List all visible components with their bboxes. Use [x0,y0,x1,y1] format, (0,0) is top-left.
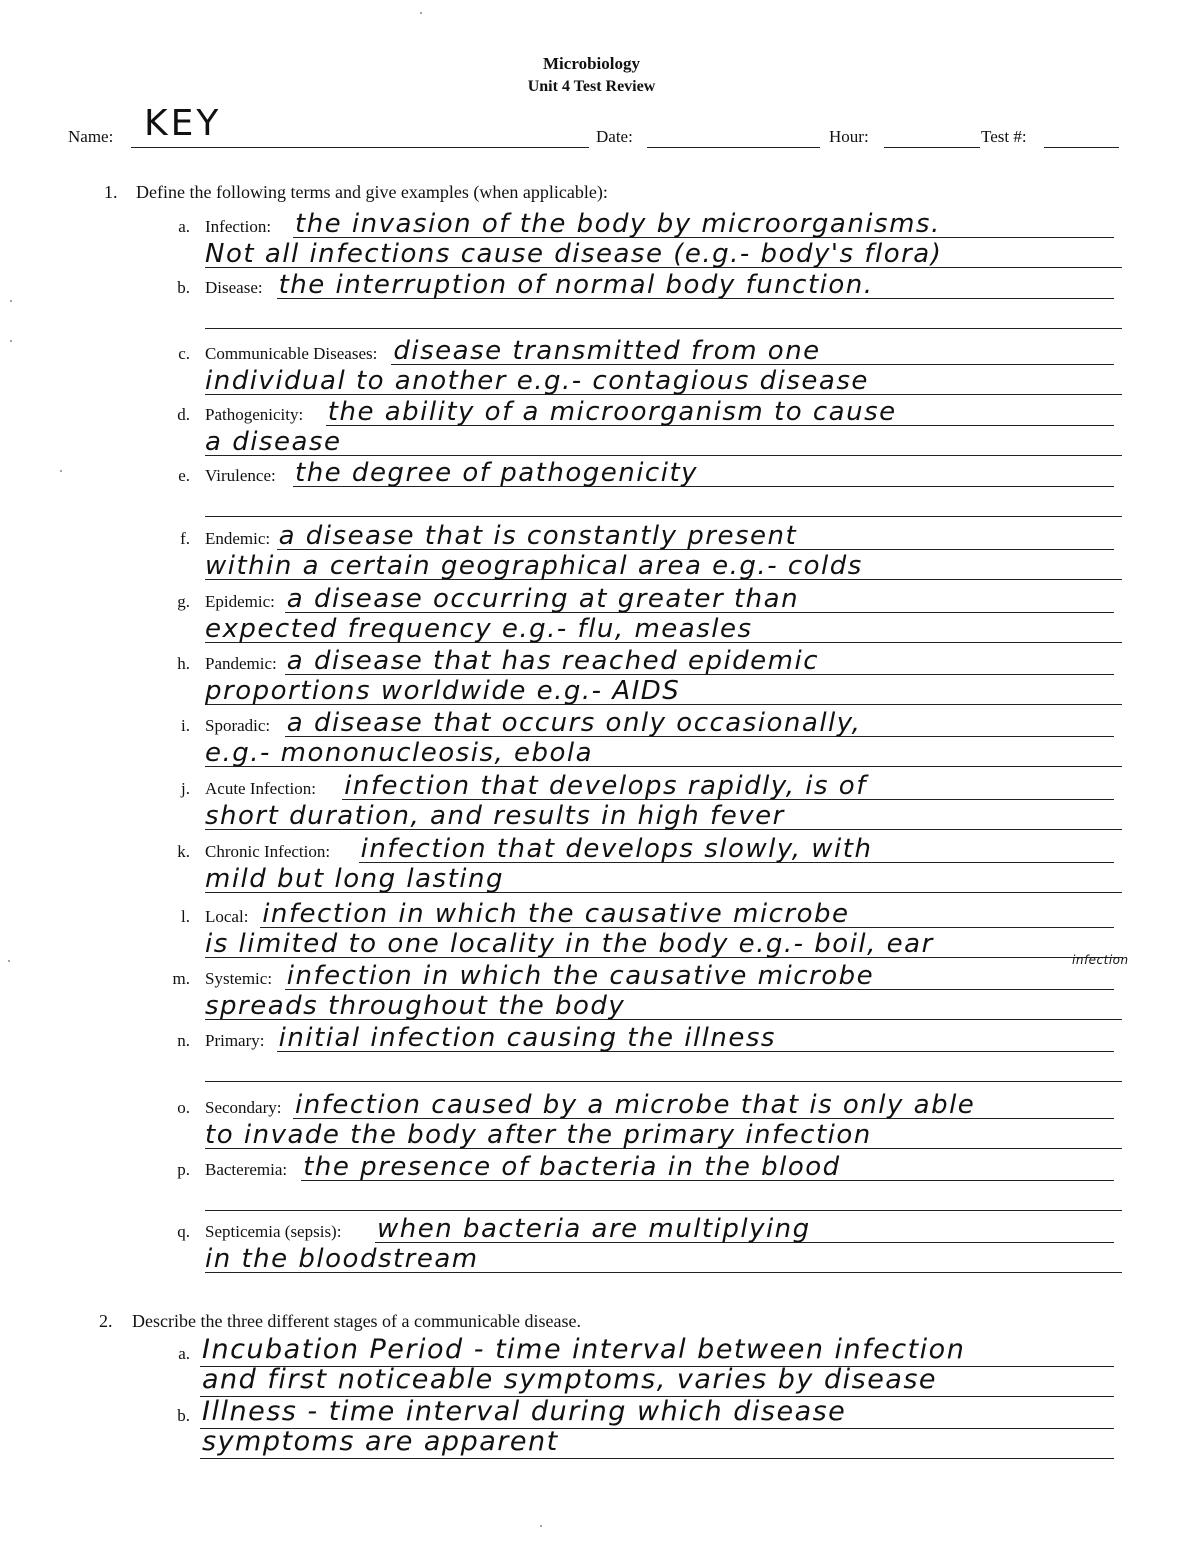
answer-text: Incubation Period - time interval between infection [202,1334,966,1365]
scan-speck [8,960,10,962]
item-term: Pathogenicity: [205,405,304,424]
answer-text: infection in which the causative microbe [286,961,875,991]
scan-speck [540,1525,542,1527]
item-letter: j. [181,779,190,798]
answer-text: in the bloodstream [205,1244,479,1274]
answer-text: short duration, and results in high fever [205,801,785,831]
date-line [647,147,820,148]
item-term: Bacteremia: [205,1160,288,1179]
name-line [131,147,589,148]
item-letter: d. [177,405,190,424]
answer-text: the invasion of the body by microorganisms. [295,209,941,239]
item-letter: b. [177,1406,190,1425]
scan-speck [60,470,62,472]
question-2-number: 2. [99,1311,113,1331]
item-letter: k. [177,842,190,861]
scan-speck [420,12,422,14]
item-term: Septicemia (sepsis): [205,1222,342,1241]
item-letter: m. [172,969,190,988]
answer-text: a disease that is constantly present [278,521,798,551]
item-letter: a. [178,1344,190,1363]
item-term: Epidemic: [205,592,275,611]
item-letter: i. [181,716,190,735]
test-label: Test #: [981,127,1027,146]
answer-text: infection caused by a microbe that is only able [295,1090,976,1120]
hour-line [884,147,980,148]
answer-text: the presence of bacteria in the blood [303,1152,841,1182]
item-term: Endemic: [205,529,271,548]
answer-text: mild but long lasting [205,864,504,894]
question-1-number: 1. [104,182,118,202]
answer-line [205,1210,1122,1211]
item-letter: g. [177,592,190,611]
item-term: Communicable Diseases: [205,344,378,363]
answer-text: within a certain geographical area e.g.- colds [205,551,863,581]
answer-line [205,328,1122,329]
item-term: Secondary: [205,1098,282,1117]
item-term: Systemic: [205,969,273,988]
answer-text: when bacteria are multiplying [377,1214,811,1244]
answer-text: to invade the body after the primary infection [205,1120,872,1150]
answer-text: a disease that has reached epidemic [286,646,820,676]
answer-text: expected frequency e.g.- flu, measles [205,614,753,644]
item-term: Chronic Infection: [205,842,331,861]
answer-text: e.g.- mononucleosis, ebola [205,738,594,768]
question-1-prompt: Define the following terms and give examples (when applicable): [136,182,608,202]
item-letter: b. [177,278,190,297]
answer-text: the degree of pathogenicity [295,458,699,488]
answer-line [205,455,1122,456]
answer-line [200,1458,1114,1459]
answer-text: a disease occurring at greater than [286,584,800,614]
test-line [1044,147,1119,148]
answer-line [205,516,1122,517]
page-title: Microbiology [543,54,640,73]
answer-text: infection that develops rapidly, is of [344,771,867,801]
item-letter: p. [177,1160,190,1179]
item-letter: f. [180,529,190,548]
hour-label: Hour: [829,127,869,146]
item-letter: h. [177,654,190,673]
answer-line [205,1081,1122,1082]
item-term: Pandemic: [205,654,277,673]
scan-speck [10,340,12,342]
date-label: Date: [596,127,633,146]
item-term: Disease: [205,278,263,297]
item-term: Sporadic: [205,716,271,735]
answer-text: proportions worldwide e.g.- AIDS [205,676,681,706]
answer-text: initial infection causing the illness [278,1023,776,1053]
item-letter: l. [181,907,190,926]
answer-text: and first noticeable symptoms, varies by disease [202,1364,938,1395]
item-letter: o. [177,1098,190,1117]
item-letter: q. [177,1222,190,1241]
item-term: Virulence: [205,466,276,485]
answer-text: symptoms are apparent [202,1426,559,1457]
item-letter: a. [178,217,190,236]
item-letter: c. [178,344,190,363]
answer-text: a disease [205,427,342,457]
answer-text: infection that develops slowly, with [360,834,873,864]
page-subtitle: Unit 4 Test Review [527,78,656,95]
item-term: Infection: [205,217,272,236]
answer-text: infection in which the causative microbe [262,899,850,929]
answer-text: disease transmitted from one [393,336,821,366]
item-term: Primary: [205,1031,265,1050]
name-value: KEY [144,103,222,144]
answer-text: the interruption of normal body function. [278,270,874,300]
margin-note: infection [1072,953,1129,967]
item-term: Local: [205,907,249,926]
item-letter: e. [178,466,190,485]
answer-text: spreads throughout the body [205,991,626,1021]
answer-text: the ability of a microorganism to cause [327,397,897,427]
item-letter: n. [177,1031,190,1050]
answer-text: is limited to one locality in the body e.g.- boil, ear [205,929,934,959]
answer-text: individual to another e.g.- contagious disease [205,366,869,396]
answer-text: Not all infections cause disease (e.g.- body's flora) [205,239,943,269]
answer-text: Illness - time interval during which disease [202,1396,847,1427]
answer-text: a disease that occurs only occasionally, [286,708,862,738]
name-label: Name: [68,127,114,146]
item-term: Acute Infection: [205,779,316,798]
scan-speck [10,300,12,302]
question-2-prompt: Describe the three different stages of a communicable disease. [132,1311,581,1331]
